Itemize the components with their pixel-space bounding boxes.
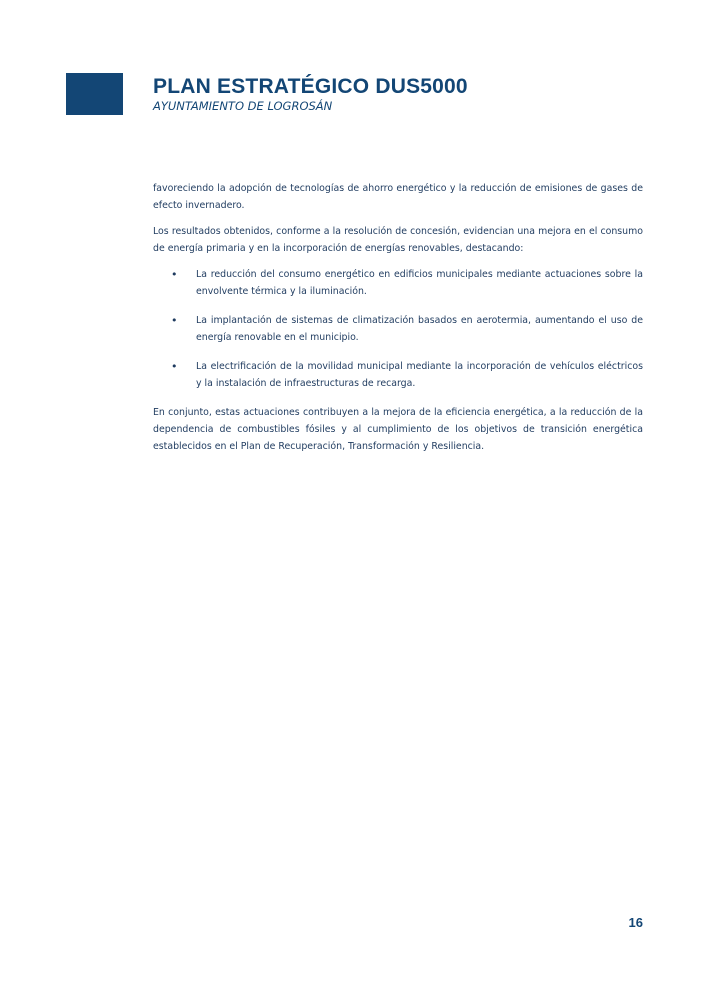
list-item-text: La implantación de sistemas de climatización basados en aerotermia, aumentando el uso de energía renovable en el municipio.: [196, 315, 643, 343]
document-subtitle: AYUNTAMIENTO DE LOGROSÁN: [153, 99, 333, 113]
body-paragraph: Los resultados obtenidos, conforme a la resolución de concesión, evidencian una mejora en el consumo de energía primaria y en la incorporación de energías renovables, destacando:: [153, 226, 643, 254]
bullet-list: [153, 266, 643, 392]
body-content: [153, 180, 643, 464]
document-title: PLAN ESTRATÉGICO DUS5000: [153, 75, 468, 98]
list-item: [153, 266, 643, 300]
bullet-icon: •: [171, 268, 178, 281]
bullet-icon: •: [171, 360, 178, 373]
list-item: [153, 312, 643, 346]
list-item-text: La reducción del consumo energético en edificios municipales mediante actuaciones sobre la envolvente térmica y la iluminación.: [196, 269, 643, 297]
body-paragraph: favoreciendo la adopción de tecnologías de ahorro energético y la reducción de emisiones de gases de efecto invernadero.: [153, 183, 643, 211]
list-item-text: La electrificación de la movilidad municipal mediante la incorporación de vehículos eléctricos y la instalación de infraestructuras de recarga.: [196, 361, 643, 389]
bullet-icon: •: [171, 314, 178, 327]
body-paragraph: En conjunto, estas actuaciones contribuyen a la mejora de la eficiencia energética, a la reducción de la dependencia de combustibles fósiles y al cumplimiento de los objetivos de transición energética establecidos en el Plan de Recuperación, Transformación y Resiliencia.: [153, 407, 643, 452]
header-color-block: [66, 73, 123, 115]
list-item: [153, 358, 643, 392]
page-number: 16: [628, 915, 643, 930]
